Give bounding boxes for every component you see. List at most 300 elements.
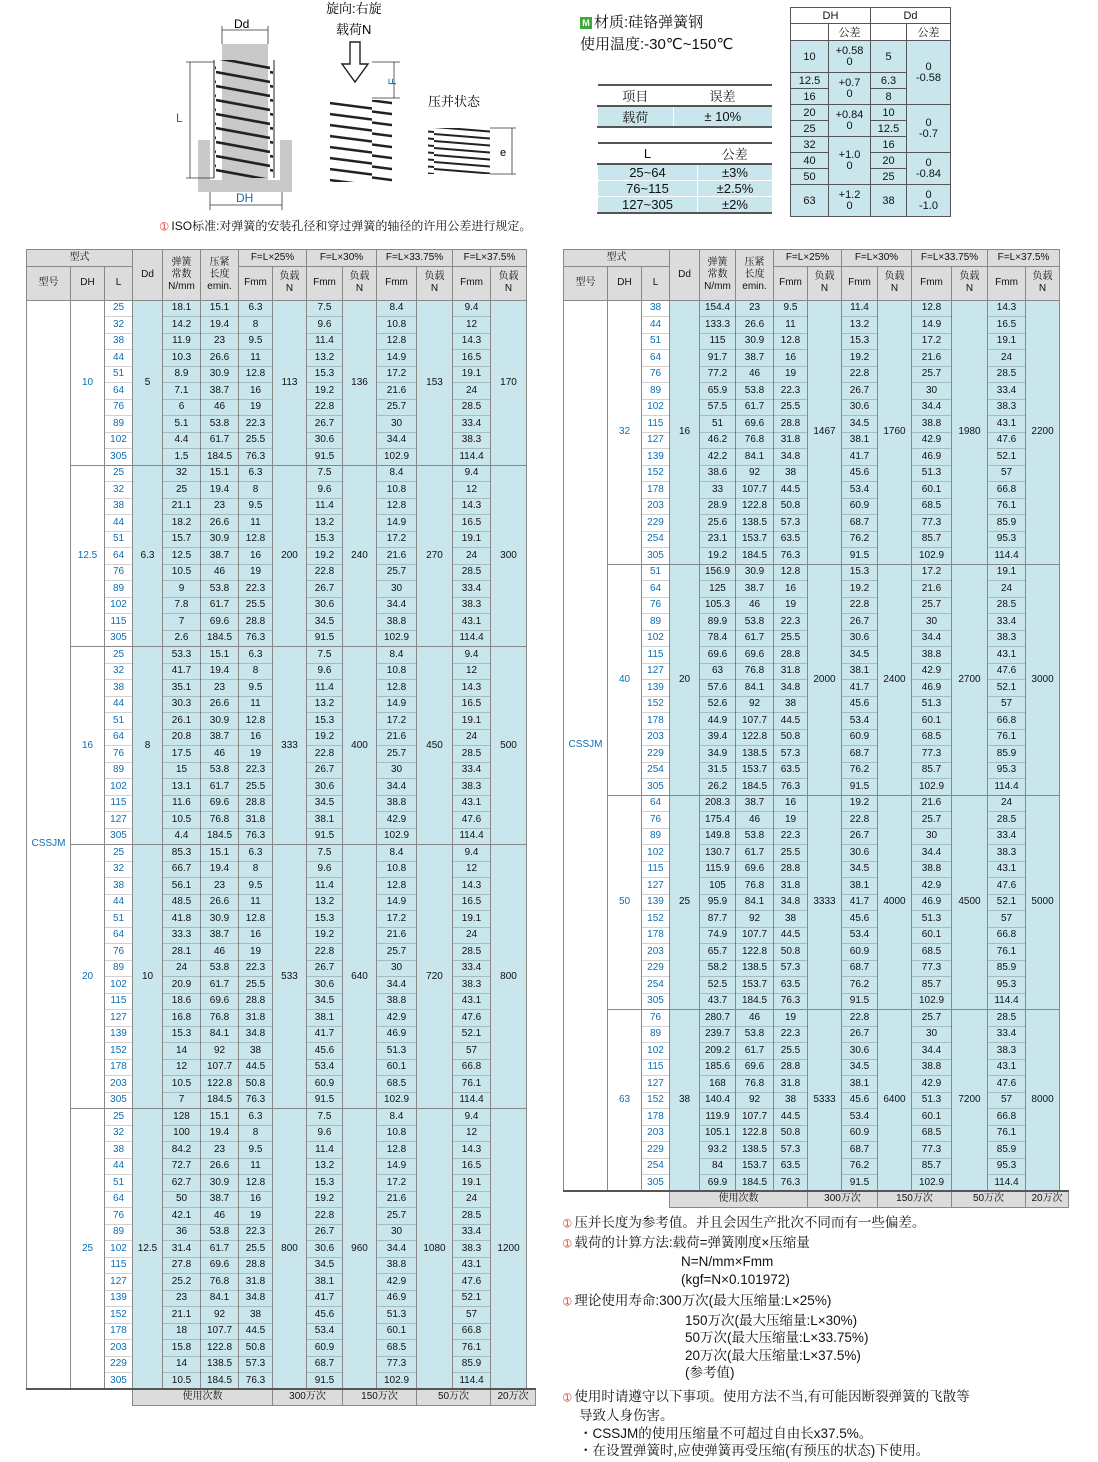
deflection-group-header: F=L×30% — [307, 250, 377, 267]
spring-constant-cell: 133.3 — [700, 317, 736, 334]
length-cell: 229 — [105, 1356, 133, 1373]
fmm-cell: 60.1 — [377, 1059, 417, 1076]
fmm-cell: 11.4 — [307, 680, 343, 697]
fmm-cell: 47.6 — [988, 1076, 1026, 1093]
spring-constant-cell: 62.7 — [163, 1175, 201, 1192]
spring-constant-cell: 43.7 — [700, 993, 736, 1010]
length-cell: 32 — [105, 317, 133, 334]
emin-cell: 61.7 — [201, 597, 239, 614]
spring-constant-cell: 48.5 — [163, 894, 201, 911]
length-cell: 203 — [105, 1076, 133, 1093]
deflection-group-header: F=L×25% — [774, 250, 842, 267]
fmm-cell: 38.1 — [842, 878, 878, 895]
fmm-cell: 28.5 — [988, 1010, 1026, 1027]
fmm-cell: 102.9 — [912, 1175, 952, 1192]
load-cell: 960 — [343, 1109, 377, 1390]
spring-constant-cell: 15.3 — [163, 1026, 201, 1043]
fmm-cell: 66.8 — [453, 1323, 491, 1340]
fmm-cell: 12.8 — [377, 333, 417, 350]
spring-constant-cell: 51 — [700, 416, 736, 433]
length-cell: 64 — [642, 350, 670, 367]
spring-constant-cell: 38.6 — [700, 465, 736, 482]
length-cell: 64 — [105, 1191, 133, 1208]
fmm-cell: 85.7 — [912, 1158, 952, 1175]
emin-cell: 76.8 — [201, 1010, 239, 1027]
length-cell: 115 — [105, 795, 133, 812]
emin-cell: 184.5 — [736, 779, 774, 796]
load-cell: 113 — [273, 300, 307, 465]
fmm-cell: 26.7 — [307, 960, 343, 977]
load-cell: 2700 — [952, 564, 988, 795]
spring-constant-cell: 140.4 — [700, 1092, 736, 1109]
dd-header: Dd — [871, 8, 951, 24]
spring-constant-cell: 18.2 — [163, 515, 201, 532]
fmm-cell: 66.8 — [988, 927, 1026, 944]
fmm-cell: 8.4 — [377, 845, 417, 862]
fmm-cell: 12.8 — [377, 680, 417, 697]
fmm-cell: 38 — [774, 911, 808, 928]
fmm-cell: 34.8 — [774, 894, 808, 911]
fmm-cell: 30.6 — [842, 1043, 878, 1060]
fmm-cell: 38.3 — [453, 597, 491, 614]
table-row — [564, 300, 1069, 317]
cycles-cell: 20万次 — [1026, 1191, 1069, 1207]
dh-value: 25 — [791, 121, 829, 137]
emin-cell: 53.8 — [201, 960, 239, 977]
fmm-cell: 85.7 — [912, 977, 952, 994]
fmm-cell: 77.3 — [377, 1356, 417, 1373]
length-cell: 229 — [642, 1142, 670, 1159]
fmm-cell: 16 — [239, 1191, 273, 1208]
spring-constant-cell: 53.3 — [163, 647, 201, 664]
fmm-cell: 68.7 — [842, 1142, 878, 1159]
fmm-cell: 76.3 — [774, 548, 808, 565]
fmm-cell: 42.9 — [377, 812, 417, 829]
fmm-cell: 9.5 — [239, 680, 273, 697]
length-cell: 152 — [642, 911, 670, 928]
emin-cell: 76.8 — [736, 432, 774, 449]
emin-cell: 53.8 — [736, 1026, 774, 1043]
spring-constant-cell: 27.8 — [163, 1257, 201, 1274]
fmm-cell: 43.1 — [453, 795, 491, 812]
spring-constant-cell: 65.7 — [700, 944, 736, 961]
fmm-cell: 25.5 — [239, 1241, 273, 1258]
table-foot — [564, 1191, 1069, 1207]
fmm-cell: 30.6 — [307, 977, 343, 994]
table-head — [564, 250, 1069, 301]
emin-cell: 46 — [736, 366, 774, 383]
fmm-cell: 30 — [377, 762, 417, 779]
fmm-cell: 66.8 — [988, 482, 1026, 499]
length-cell: 102 — [105, 432, 133, 449]
spring-constant-cell: 66.7 — [163, 861, 201, 878]
length-cell: 76 — [105, 944, 133, 961]
deflection-group-header: F=L×37.5% — [988, 250, 1060, 267]
emin-cell: 61.7 — [201, 977, 239, 994]
fmm-cell: 38.3 — [453, 977, 491, 994]
fmm-cell: 19.1 — [453, 713, 491, 730]
emin-cell: 107.7 — [736, 1109, 774, 1126]
spring-constant-cell: 156.9 — [700, 564, 736, 581]
table-row — [791, 105, 951, 121]
fmm-cell: 114.4 — [453, 1373, 491, 1390]
emin-cell: 69.6 — [736, 647, 774, 664]
fmm-cell: 30.6 — [307, 597, 343, 614]
emin-cell: 184.5 — [736, 1175, 774, 1192]
fmm-cell: 22.8 — [842, 812, 878, 829]
fmm-cell: 9.5 — [239, 498, 273, 515]
fmm-cell: 44.5 — [774, 927, 808, 944]
fmm-cell: 46.9 — [912, 449, 952, 466]
fmm-cell: 47.6 — [453, 1274, 491, 1291]
length-cell: 44 — [105, 350, 133, 367]
spring-constant-cell: 23 — [163, 1290, 201, 1307]
spring-constant-cell: 84 — [700, 1158, 736, 1175]
fmm-cell: 91.5 — [307, 828, 343, 845]
fmm-cell: 19.2 — [307, 927, 343, 944]
load-cell: 7200 — [952, 1010, 988, 1192]
load-cell: 6400 — [878, 1010, 912, 1192]
spring-constant-cell: 25 — [163, 482, 201, 499]
fmm-cell: 41.7 — [307, 1026, 343, 1043]
fmm-cell: 17.2 — [377, 1175, 417, 1192]
length-cell: 51 — [105, 911, 133, 928]
spring-constant-cell: 239.7 — [700, 1026, 736, 1043]
spring-constant-cell: 69.6 — [700, 647, 736, 664]
fmm-cell: 68.5 — [912, 1125, 952, 1142]
fmm-cell: 57.3 — [774, 515, 808, 532]
emin-cell: 153.7 — [736, 977, 774, 994]
fmm-cell: 16 — [774, 350, 808, 367]
fmm-cell: 21.6 — [377, 383, 417, 400]
load-cell: 2000 — [808, 564, 842, 795]
fmm-cell: 95.3 — [988, 531, 1026, 548]
spring-constant-cell: 24 — [163, 960, 201, 977]
emin-cell: 19.4 — [201, 861, 239, 878]
fmm-cell: 66.8 — [988, 1109, 1026, 1126]
load-cell: 8000 — [1026, 1010, 1060, 1192]
fmm-cell: 6.3 — [239, 465, 273, 482]
emin-cell: 38.7 — [201, 927, 239, 944]
fmm-cell: 38 — [774, 465, 808, 482]
fmm-cell: 91.5 — [842, 548, 878, 565]
emin-cell: 19.4 — [201, 663, 239, 680]
fmm-header: Fmm — [988, 266, 1026, 300]
header-row — [27, 266, 536, 300]
fmm-cell: 12 — [453, 861, 491, 878]
fmm-cell: 30.6 — [842, 630, 878, 647]
length-cell: 127 — [105, 1274, 133, 1291]
fmm-cell: 60.9 — [842, 1125, 878, 1142]
fmm-cell: 38.8 — [377, 993, 417, 1010]
length-cell: 229 — [642, 960, 670, 977]
fmm-cell: 34.5 — [842, 861, 878, 878]
note-4-b: ・在设置弹簧时,应使弹簧再受压缩(有预压的状态)下使用。 — [579, 1443, 930, 1458]
fmm-cell: 31.8 — [774, 663, 808, 680]
fmm-cell: 47.6 — [988, 878, 1026, 895]
fmm-cell: 44.5 — [774, 1109, 808, 1126]
fmm-cell: 52.1 — [988, 680, 1026, 697]
fmm-cell: 66.8 — [453, 1059, 491, 1076]
fmm-cell: 9.5 — [239, 333, 273, 350]
fmm-cell: 57.3 — [774, 746, 808, 763]
fmm-cell: 10.8 — [377, 482, 417, 499]
fmm-cell: 26.7 — [307, 1224, 343, 1241]
emin-cell: 38.7 — [201, 729, 239, 746]
fmm-cell: 85.9 — [988, 515, 1026, 532]
cycles-cell: 300万次 — [273, 1389, 343, 1405]
fmm-cell: 25.7 — [377, 399, 417, 416]
length-cell: 203 — [642, 498, 670, 515]
spring-constant-cell: 44.9 — [700, 713, 736, 730]
dh-cell: 50 — [608, 795, 642, 1010]
emin-cell: 92 — [736, 465, 774, 482]
fmm-cell: 12.8 — [377, 1142, 417, 1159]
spring-constant-cell: 6 — [163, 399, 201, 416]
footer-blank — [27, 1389, 133, 1405]
fmm-cell: 47.6 — [453, 1010, 491, 1027]
table-header-row — [791, 8, 951, 24]
fmm-cell: 38.1 — [842, 432, 878, 449]
fmm-cell: 31.8 — [774, 1076, 808, 1093]
fmm-cell: 24 — [988, 581, 1026, 598]
fmm-cell: 41.7 — [307, 1290, 343, 1307]
fmm-cell: 22.3 — [239, 960, 273, 977]
length-cell: 305 — [105, 828, 133, 845]
load-header: 负载 N — [343, 266, 377, 300]
fmm-cell: 22.3 — [774, 1026, 808, 1043]
spring-constant-cell: 23.1 — [700, 531, 736, 548]
dh-label: DH — [236, 191, 254, 205]
spring-constant-cell: 19.2 — [700, 548, 736, 565]
length-cell: 254 — [642, 762, 670, 779]
length-cell: 32 — [105, 861, 133, 878]
length-cell: 203 — [642, 944, 670, 961]
fmm-cell: 19 — [239, 944, 273, 961]
emin-cell: 84.1 — [736, 894, 774, 911]
fmm-cell: 91.5 — [842, 993, 878, 1010]
length-cell: 44 — [105, 1158, 133, 1175]
fmm-cell: 68.5 — [912, 729, 952, 746]
fmm-cell: 45.6 — [842, 465, 878, 482]
spring-constant-cell: 130.7 — [700, 845, 736, 862]
table-cell: ±2% — [697, 197, 772, 214]
fmm-cell: 114.4 — [453, 828, 491, 845]
emin-cell: 38.7 — [736, 795, 774, 812]
length-cell: 127 — [105, 1010, 133, 1027]
emin-cell: 53.8 — [736, 383, 774, 400]
fmm-cell: 45.6 — [842, 911, 878, 928]
emin-cell: 122.8 — [736, 1125, 774, 1142]
fmm-cell: 25.5 — [239, 779, 273, 796]
dh-header: DH — [71, 266, 105, 300]
load-cell: 2400 — [878, 564, 912, 795]
header-cell: 公差 — [697, 143, 772, 164]
length-cell: 152 — [642, 1092, 670, 1109]
fmm-cell: 19.1 — [988, 564, 1026, 581]
fmm-cell: 53.4 — [842, 482, 878, 499]
fmm-cell: 16.5 — [453, 515, 491, 532]
fmm-cell: 8.4 — [377, 465, 417, 482]
fmm-cell: 102.9 — [912, 548, 952, 565]
fmm-cell: 77.3 — [912, 746, 952, 763]
length-cell: 152 — [642, 465, 670, 482]
fmm-cell: 76.1 — [988, 498, 1026, 515]
fmm-cell: 42.9 — [912, 663, 952, 680]
load-cell: 240 — [343, 465, 377, 647]
fmm-cell: 43.1 — [453, 614, 491, 631]
spring-constant-cell: 7.1 — [163, 383, 201, 400]
fmm-cell: 42.9 — [912, 878, 952, 895]
spring-constant-cell: 33 — [700, 482, 736, 499]
fmm-cell: 21.6 — [377, 1191, 417, 1208]
dh-value: 50 — [791, 169, 829, 185]
spring-constant-cell: 17.5 — [163, 746, 201, 763]
dh-cell: 40 — [608, 564, 642, 795]
fmm-cell: 42.9 — [912, 432, 952, 449]
emin-cell: 53.8 — [736, 828, 774, 845]
emin-cell: 138.5 — [736, 515, 774, 532]
fmm-cell: 25.5 — [774, 1043, 808, 1060]
fmm-cell: 47.6 — [988, 663, 1026, 680]
emin-cell: 69.6 — [736, 861, 774, 878]
spring-constant-cell: 10.5 — [163, 1373, 201, 1390]
fmm-cell: 9.4 — [453, 647, 491, 664]
spring-constant-cell: 12.5 — [163, 548, 201, 565]
table-row — [27, 647, 536, 664]
fmm-cell: 19.2 — [842, 795, 878, 812]
length-cell: 139 — [642, 680, 670, 697]
fmm-cell: 9.6 — [307, 861, 343, 878]
table-row — [27, 1109, 536, 1126]
emin-cell: 23 — [201, 333, 239, 350]
fmm-cell: 6.3 — [239, 1109, 273, 1126]
emin-cell: 46 — [201, 1208, 239, 1225]
fmm-cell: 6.3 — [239, 300, 273, 317]
length-cell: 102 — [105, 779, 133, 796]
fmm-cell: 22.8 — [842, 366, 878, 383]
table-row — [598, 181, 773, 197]
table-cell: 76~115 — [598, 181, 698, 197]
fmm-cell: 28.5 — [988, 366, 1026, 383]
model-header: 型号 — [564, 266, 608, 300]
length-cell: 115 — [642, 647, 670, 664]
length-cell: 152 — [105, 1307, 133, 1324]
fmm-cell: 50.8 — [239, 1340, 273, 1357]
length-cell: 38 — [105, 333, 133, 350]
length-cell: 102 — [105, 597, 133, 614]
fmm-cell: 28.5 — [453, 746, 491, 763]
fmm-cell: 38.8 — [912, 1059, 952, 1076]
load-cell: 500 — [491, 647, 527, 845]
fmm-cell: 63.5 — [774, 977, 808, 994]
fmm-cell: 34.4 — [377, 977, 417, 994]
length-cell: 64 — [105, 548, 133, 565]
fmm-cell: 31.8 — [239, 812, 273, 829]
fmm-cell: 25.7 — [912, 812, 952, 829]
spring-constant-cell: 175.4 — [700, 812, 736, 829]
dh-value: 20 — [791, 105, 829, 121]
emin-cell: 122.8 — [201, 1076, 239, 1093]
dd-cell: 10 — [133, 845, 163, 1109]
note-marker-icon: ➀ — [563, 1238, 572, 1250]
fmm-cell: 12.8 — [239, 531, 273, 548]
emin-cell: 61.7 — [736, 630, 774, 647]
fmm-cell: 19.1 — [453, 531, 491, 548]
fmm-cell: 9.4 — [453, 1109, 491, 1126]
cycles-cell: 300万次 — [808, 1191, 878, 1207]
table-body — [564, 300, 1069, 1191]
fmm-cell: 14.3 — [453, 878, 491, 895]
fmm-cell: 11.4 — [307, 498, 343, 515]
fmm-cell: 19.2 — [842, 350, 878, 367]
fmm-cell: 31.8 — [239, 1010, 273, 1027]
fmm-cell: 114.4 — [453, 630, 491, 647]
length-cell: 127 — [105, 812, 133, 829]
fmm-cell: 34.4 — [377, 779, 417, 796]
length-cell: 203 — [642, 729, 670, 746]
fmm-cell: 38.8 — [377, 614, 417, 631]
spring-constant-cell: 20.9 — [163, 977, 201, 994]
deflection-group-header: F=L×33.75% — [912, 250, 988, 267]
emin-cell: 30.9 — [201, 911, 239, 928]
emin-cell: 76.8 — [736, 663, 774, 680]
length-cell: 51 — [105, 366, 133, 383]
fmm-cell: 42.9 — [377, 1274, 417, 1291]
fmm-cell: 11.4 — [307, 878, 343, 895]
emin-cell: 38.7 — [201, 1191, 239, 1208]
fmm-cell: 12.8 — [774, 564, 808, 581]
fmm-cell: 57 — [988, 465, 1026, 482]
spring-constant-cell: 41.7 — [163, 663, 201, 680]
fmm-cell: 51.3 — [377, 1307, 417, 1324]
fmm-cell: 12.8 — [912, 300, 952, 317]
load-cell: 1760 — [878, 300, 912, 564]
fmm-cell: 91.5 — [842, 779, 878, 796]
note-marker-icon: ➀ — [160, 222, 169, 233]
emin-cell: 184.5 — [201, 630, 239, 647]
spacer-cell — [871, 24, 907, 41]
length-cell: 25 — [105, 465, 133, 482]
fmm-cell: 19.2 — [307, 1191, 343, 1208]
dd-value: 25 — [871, 169, 907, 185]
header-cell: 项目 — [598, 85, 674, 106]
spring-constant-cell: 185.6 — [700, 1059, 736, 1076]
fmm-cell: 22.8 — [842, 597, 878, 614]
fmm-cell: 13.2 — [307, 696, 343, 713]
spring-constant-cell: 149.8 — [700, 828, 736, 845]
header-row — [27, 250, 536, 267]
fmm-cell: 41.7 — [842, 680, 878, 697]
spring-constant-cell: 85.3 — [163, 845, 201, 862]
fmm-cell: 12.8 — [239, 366, 273, 383]
table-row — [598, 106, 773, 127]
spring-constant-cell: 50 — [163, 1191, 201, 1208]
length-cell: 102 — [105, 1241, 133, 1258]
fmm-cell: 25.7 — [377, 746, 417, 763]
length-cell: 254 — [642, 1158, 670, 1175]
load-cell: 5333 — [808, 1010, 842, 1192]
spring-constant-cell: 46.2 — [700, 432, 736, 449]
fmm-cell: 22.8 — [307, 746, 343, 763]
length-cell: 178 — [642, 713, 670, 730]
fmm-cell: 16.5 — [453, 350, 491, 367]
load-arrow-icon — [342, 42, 368, 82]
tol-header: 公差 — [907, 24, 951, 41]
length-cell: 64 — [105, 729, 133, 746]
fmm-cell: 13.2 — [842, 317, 878, 334]
fmm-cell: 95.3 — [988, 762, 1026, 779]
